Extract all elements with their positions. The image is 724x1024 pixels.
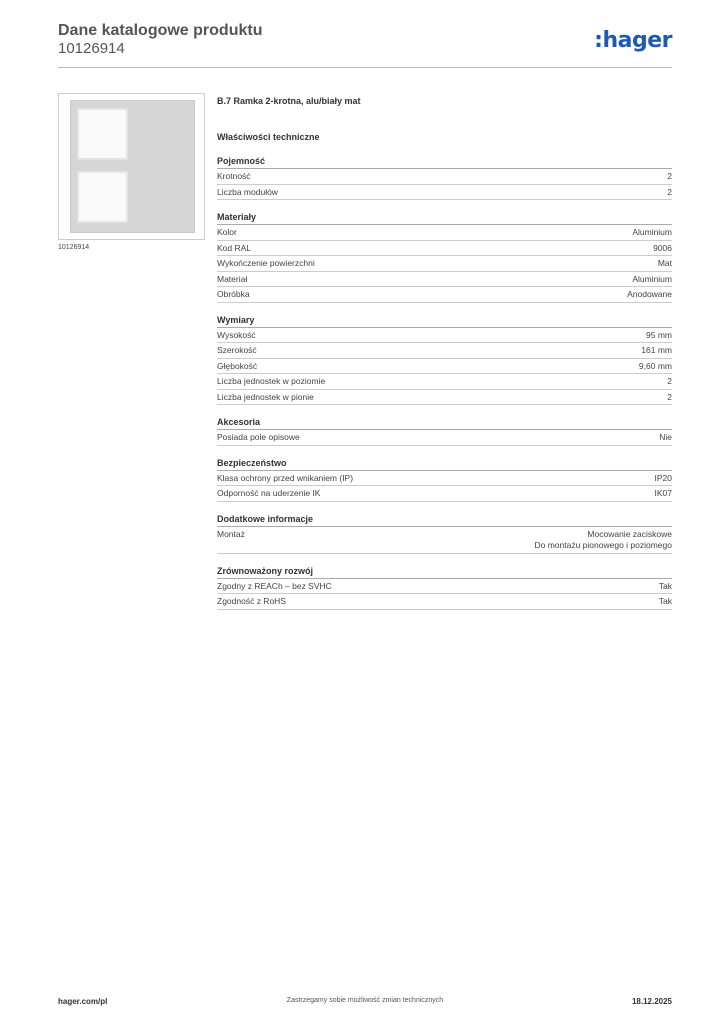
spec-value: [627, 287, 672, 302]
spec-value-line: 2: [667, 186, 672, 197]
spec-value-line: IP20: [654, 472, 672, 483]
section-title: Pojemność: [217, 156, 672, 169]
spec-label: Liczba jednostek w poziomie: [217, 376, 326, 386]
spec-value: [667, 185, 672, 200]
spec-row: [217, 359, 672, 375]
spec-row: [217, 328, 672, 344]
spec-value: [639, 359, 672, 374]
spec-value-line: Anodowane: [627, 289, 672, 299]
spec-label: Krotność: [217, 171, 251, 181]
frame-illustration: [70, 100, 195, 233]
spec-label: Liczba modułów: [217, 186, 278, 197]
spec-label: Klasa ochrony przed wnikaniem (IP): [217, 472, 354, 483]
section-title: Materiały: [217, 212, 672, 225]
spec-label: Szerokość: [217, 345, 257, 355]
spec-value: [667, 169, 672, 184]
spec-value: [658, 256, 672, 271]
section-title: Zrównoważony rozwój: [217, 566, 672, 579]
footer-disclaimer: Zastrzegamy sobie możliwość zmian technicznych: [286, 997, 444, 1004]
spec-value-line: Tak: [658, 596, 672, 606]
spec-row: [217, 287, 672, 303]
spec-value: [632, 225, 672, 240]
spec-row: [217, 374, 672, 390]
spec-label: Kolor: [217, 227, 237, 237]
document-title: Dane katalogowe produktu: [58, 22, 263, 39]
spec-value-line: Nie: [659, 432, 672, 442]
spec-row: [217, 579, 672, 595]
spec-value-line: Aluminium: [632, 273, 672, 284]
spec-row: [217, 594, 672, 610]
section-title: Dodatkowe informacje: [217, 514, 672, 527]
frame-opening-bottom: [79, 173, 126, 221]
spec-section: [217, 566, 672, 610]
header-divider: [58, 67, 672, 68]
spec-row: [217, 169, 672, 185]
product-name: B.7 Ramka 2-krotna, alu/biały mat: [217, 96, 361, 106]
properties-heading: Właściwości techniczne: [217, 132, 320, 142]
section-title: Bezpieczeństwo: [217, 458, 672, 471]
spec-section: [217, 156, 672, 200]
spec-sections: [217, 156, 672, 610]
spec-row: [217, 486, 672, 502]
spec-label: Wysokość: [217, 329, 256, 340]
spec-section: [217, 514, 672, 554]
spec-label: Wykończenie powierzchni: [217, 258, 315, 268]
spec-value-line: Mocowanie zaciskowe: [587, 528, 672, 539]
spec-row: [217, 256, 672, 272]
spec-label: Zgodny z REACh – bez SVHC: [217, 580, 332, 591]
footer-date: 18.12.2025: [631, 997, 672, 1006]
spec-value: [653, 241, 672, 256]
spec-value: [667, 374, 672, 389]
spec-row: [217, 241, 672, 257]
product-image: [58, 93, 205, 240]
spec-row: [217, 471, 672, 487]
spec-value-line: 9,60 mm: [638, 360, 672, 371]
spec-value-line: 9006: [653, 242, 672, 253]
image-caption: 10126914: [58, 244, 90, 251]
spec-label: Liczba jednostek w pionie: [217, 391, 314, 402]
spec-value: [641, 343, 672, 358]
document-header: [58, 22, 262, 58]
spec-label: Materiał: [217, 273, 248, 284]
hager-logo: :hager: [594, 28, 672, 53]
spec-value: [659, 430, 672, 445]
spec-row: [217, 185, 672, 201]
section-title: Wymiary: [217, 315, 672, 328]
spec-label: Obróbka: [217, 289, 250, 299]
spec-value-line: Do montażu pionowego i poziomego: [534, 540, 672, 550]
spec-value: [646, 328, 672, 343]
spec-value-line: Aluminium: [632, 227, 672, 237]
spec-value: [632, 272, 672, 287]
spec-label: Posiada pole opisowe: [217, 432, 300, 442]
spec-label: Zgodność z RoHS: [217, 596, 286, 606]
spec-section: [217, 417, 672, 446]
spec-value-line: IK07: [654, 488, 672, 498]
spec-value-line: 2: [667, 171, 672, 181]
spec-label: Głębokość: [217, 360, 258, 371]
spec-label: Montaż: [217, 528, 245, 539]
spec-label: Kod RAL: [217, 242, 252, 253]
spec-row: [217, 390, 672, 406]
spec-content: [217, 96, 672, 622]
spec-row: [217, 527, 672, 554]
spec-value-line: 161 mm: [641, 345, 672, 355]
spec-section: [217, 315, 672, 406]
spec-value: [655, 471, 673, 486]
spec-label: Odporność na uderzenie IK: [217, 488, 321, 498]
section-title: Akcesoria: [217, 417, 672, 430]
spec-value-line: Tak: [658, 580, 672, 591]
spec-value: [655, 486, 673, 501]
spec-value: [667, 390, 672, 405]
spec-row: [217, 225, 672, 241]
spec-row: [217, 430, 672, 446]
frame-opening-top: [79, 110, 126, 158]
spec-value: [534, 529, 672, 552]
spec-value: [659, 579, 672, 594]
product-code: 10126914: [58, 40, 125, 57]
spec-row: [217, 272, 672, 288]
spec-value-line: 2: [667, 391, 672, 402]
spec-row: [217, 343, 672, 359]
spec-value: [659, 594, 672, 609]
spec-section: [217, 458, 672, 502]
spec-section: [217, 212, 672, 303]
spec-value-line: 95 mm: [646, 329, 672, 340]
footer-website[interactable]: hager.com/pl: [58, 997, 108, 1006]
spec-value-line: 2: [667, 376, 672, 386]
spec-value-line: Mat: [657, 258, 672, 268]
